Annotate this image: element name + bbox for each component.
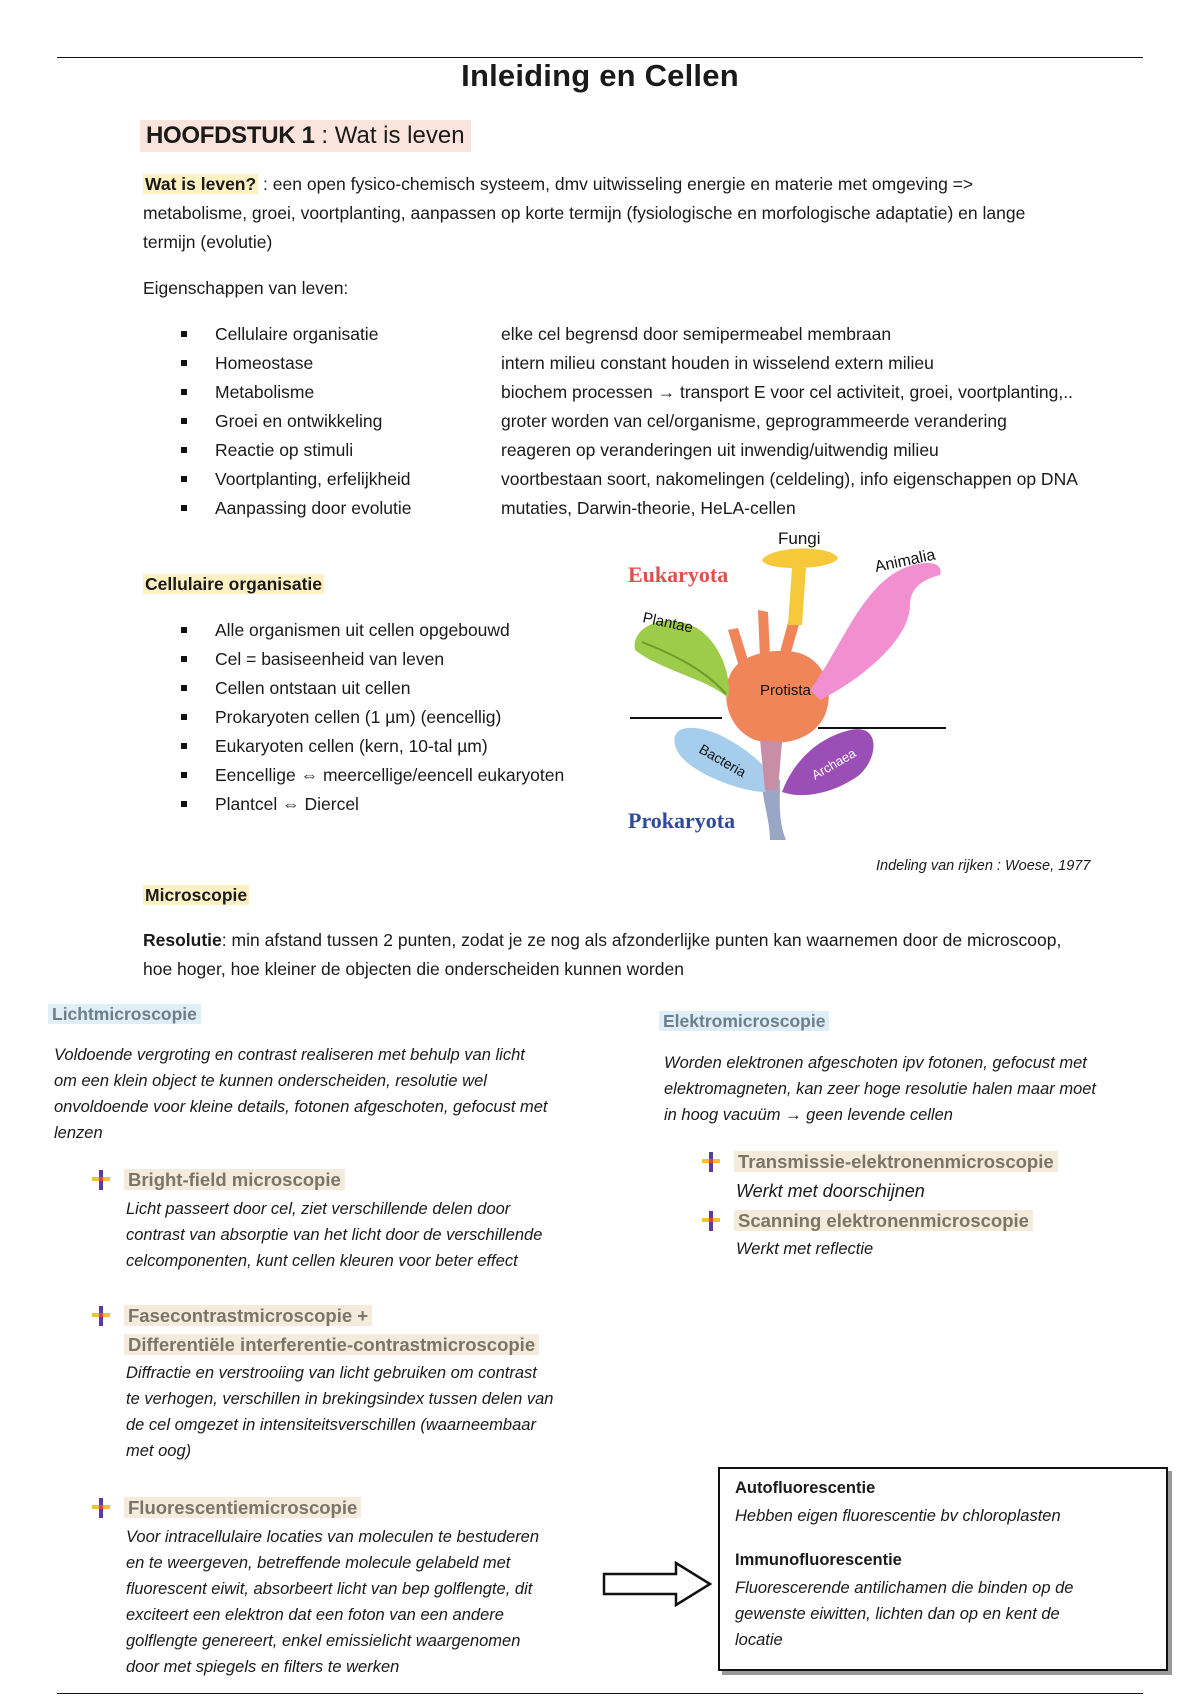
text-line: door met spiegels en filters te werken [126, 1658, 400, 1676]
bacteria-label: Bacteria [696, 740, 749, 781]
property-desc: voortbestaan soort, nakomelingen (celdeling), info eigenschappen op DNA [501, 469, 1078, 489]
intro-term: Wat is leven? [145, 174, 257, 194]
archaea-label: Archaea [809, 745, 859, 783]
list-item [181, 378, 1078, 407]
phase-contrast-title [124, 1303, 539, 1358]
page-title: Inleiding en Cellen [461, 58, 739, 93]
fluorescence-title [124, 1495, 361, 1521]
property-name: Voortplanting, erfelijkheid [215, 469, 411, 489]
phase-title-line-1: Fasecontrastmicroscopie + [124, 1305, 372, 1326]
text-line: Licht passeert door cel, ziet verschillende delen door [126, 1200, 511, 1218]
intro-line-2: metabolisme, groei, voortplanting, aanpassen op korte termijn (fysiologische en morfologische adaptatie) en lange [143, 203, 1026, 223]
cross-bullet-icon [90, 1169, 112, 1191]
property-name: Aanpassing door evolutie [215, 498, 412, 518]
list-item: Cellen ontstaan uit cellen [181, 674, 564, 703]
immuno-title: Immunofluorescentie [735, 1551, 902, 1569]
electron-description [664, 1050, 1184, 1128]
chapter-title: : Wat is leven [314, 122, 465, 149]
bottom-rule [57, 1693, 1143, 1694]
property-name: Homeostase [215, 353, 314, 373]
protista-label: Protista [760, 682, 811, 699]
list-item: Cel = basiseenheid van leven [181, 645, 564, 674]
resolution-term: Resolutie [143, 930, 222, 950]
bright-field-title-text: Bright-field microscopie [124, 1169, 345, 1190]
list-item: Prokaryoten cellen (1 µm) (eencellig) [181, 703, 564, 732]
list-item: Eencellige ⇔ meercellige/eencell eukaryoten [181, 761, 564, 790]
text-line: Voldoende vergroting en contrast realiseren met behulp van licht [54, 1046, 525, 1064]
list-item [181, 349, 1078, 378]
resolution-paragraph [143, 926, 1193, 984]
tem-desc: Werkt met doorschijnen [736, 1181, 925, 1201]
text-line: golflengte genereert, enkel emissielicht waargenomen [126, 1632, 521, 1650]
electron-heading [659, 1007, 829, 1036]
auto-title: Autofluorescentie [735, 1479, 876, 1497]
cross-bullet-icon [700, 1210, 722, 1232]
intro-line-3: termijn (evolutie) [143, 232, 273, 252]
text-line: Worden elektronen afgeschoten ipv fotonen, gefocust met [664, 1054, 1087, 1072]
text-line: in hoog vacuüm → geen levende cellen [664, 1106, 953, 1124]
property-name: Cellulaire organisatie [215, 324, 379, 344]
text-line: Voor intracellulaire locaties van moleculen te bestuderen [126, 1528, 540, 1546]
diagram-caption: Indeling van rijken : Woese, 1977 [876, 858, 1091, 874]
light-description [54, 1042, 634, 1146]
property-desc: intern milieu constant houden in wisselend extern milieu [501, 353, 934, 373]
eukaryota-label: Eukaryota [628, 562, 729, 587]
property-desc: mutaties, Darwin-theorie, HeLA-cellen [501, 498, 796, 518]
text-line: contrast van absorptie van het licht door de verschillende [126, 1226, 543, 1244]
text-line: met oog) [126, 1442, 192, 1460]
fungi-label: Fungi [778, 530, 821, 548]
properties-list [181, 320, 1078, 523]
cellular-list [181, 616, 564, 819]
list-item [181, 436, 1078, 465]
cellular-heading [143, 570, 324, 599]
text-line: onvoldoende voor kleine details, fotonen afgeschoten, gefocust met [54, 1098, 548, 1116]
fluorescence-title-text: Fluorescentiemicroscopie [124, 1497, 361, 1518]
text-line: lenzen [54, 1124, 103, 1142]
property-desc: elke cel begrensd door semipermeabel membraan [501, 324, 892, 344]
sem-title-text: Scanning elektronenmicroscopie [734, 1210, 1033, 1231]
plantae-label: Plantae [641, 609, 695, 637]
fungi-stem [788, 568, 806, 625]
bright-field-desc [126, 1196, 626, 1274]
property-desc: biochem processen → transport E voor cel activiteit, groei, voortplanting,.. [501, 382, 1073, 402]
immuno-desc [735, 1575, 1155, 1653]
electron-heading-text: Elektromicroscopie [659, 1011, 829, 1031]
resolution-line-1: : min afstand tussen 2 punten, zodat je ze nog als afzonderlijke punten kan waarnemen door de microscoop, [221, 930, 1062, 950]
phase-contrast-desc [126, 1360, 626, 1464]
arrow-right-icon [602, 1560, 714, 1608]
text-line: en te weergeven, betreffende molecule gelabeld met [126, 1554, 511, 1572]
sem-title [734, 1208, 1033, 1234]
bright-field-title [124, 1167, 345, 1193]
property-name: Metabolisme [215, 382, 315, 402]
fungi-cap [762, 548, 838, 568]
text-line: locatie [735, 1631, 783, 1649]
list-item: Plantcel ⇔ Diercel [181, 790, 564, 819]
property-desc: groter worden van cel/organisme, geprogrammeerde verandering [501, 411, 1007, 431]
phase-title-line-2: Differentiële interferentie-contrastmicroscopie [124, 1334, 539, 1355]
cross-bullet-icon [90, 1497, 112, 1519]
list-item: Eukaryoten cellen (kern, 10-tal µm) [181, 732, 564, 761]
list-item: Alle organismen uit cellen opgebouwd [181, 616, 564, 645]
chapter-heading [140, 120, 471, 152]
list-item [181, 494, 1078, 523]
text-line: celcomponenten, kunt cellen kleuren voor beter effect [126, 1252, 518, 1270]
cross-bullet-icon [90, 1305, 112, 1327]
text-line: gewenste eiwitten, lichten dan op en kent de [735, 1605, 1060, 1623]
tem-title [734, 1149, 1058, 1175]
auto-desc: Hebben eigen fluorescentie bv chloroplasten [735, 1507, 1061, 1525]
text-line: exciteert een elektron dat een foton van een andere [126, 1606, 504, 1624]
property-desc: reageren op veranderingen uit inwendig/uitwendig milieu [501, 440, 939, 460]
text-line: te verhogen, verschillen in brekingsindex tussen delen van [126, 1390, 554, 1408]
text-line: Diffractie en verstrooiing van licht gebruiken om contrast [126, 1364, 537, 1382]
text-line: om een klein object te kunnen onderscheiden, resolutie wel [54, 1072, 487, 1090]
light-heading [48, 1000, 201, 1029]
fluorescence-types-box [718, 1467, 1168, 1671]
animalia-label: Animalia [873, 546, 937, 576]
sem-desc: Werkt met reflectie [736, 1240, 874, 1258]
tree-of-life-diagram [620, 530, 960, 850]
property-name: Reactie op stimuli [215, 440, 354, 460]
text-line: elektromagneten, kan zeer hoge resolutie halen maar moet [664, 1080, 1097, 1098]
chapter-label: HOOFDSTUK 1 [146, 122, 315, 149]
text-line: de cel omgezet in intensiteitsverschillen (waarneembaar [126, 1416, 536, 1434]
cellular-heading-text: Cellulaire organisatie [145, 574, 323, 594]
fluorescence-desc [126, 1524, 626, 1680]
animalia-shape [810, 563, 941, 700]
list-item [181, 407, 1078, 436]
microscopy-heading [143, 881, 249, 910]
resolution-line-2: hoe hoger, hoe kleiner de objecten die onderscheiden kunnen worden [143, 959, 684, 979]
list-item [181, 320, 1078, 349]
property-name: Groei en ontwikkeling [215, 411, 383, 431]
list-item [181, 465, 1078, 494]
tem-title-text: Transmissie-elektronenmicroscopie [734, 1151, 1058, 1172]
microscopy-heading-text: Microscopie [145, 885, 248, 905]
text-line: fluorescent eiwit, absorbeert licht van bep golflengte, dit [126, 1580, 533, 1598]
text-line: Fluorescerende antilichamen die binden op de [735, 1579, 1074, 1597]
intro-line-1: : een open fysico-chemisch systeem, dmv uitwisseling energie en materie met omgeving => [258, 174, 974, 194]
prokaryota-label: Prokaryota [628, 808, 736, 833]
intro-paragraph [143, 170, 1183, 257]
properties-heading: Eigenschappen van leven: [143, 278, 349, 298]
cross-bullet-icon [700, 1151, 722, 1173]
light-heading-text: Lichtmicroscopie [48, 1004, 201, 1024]
